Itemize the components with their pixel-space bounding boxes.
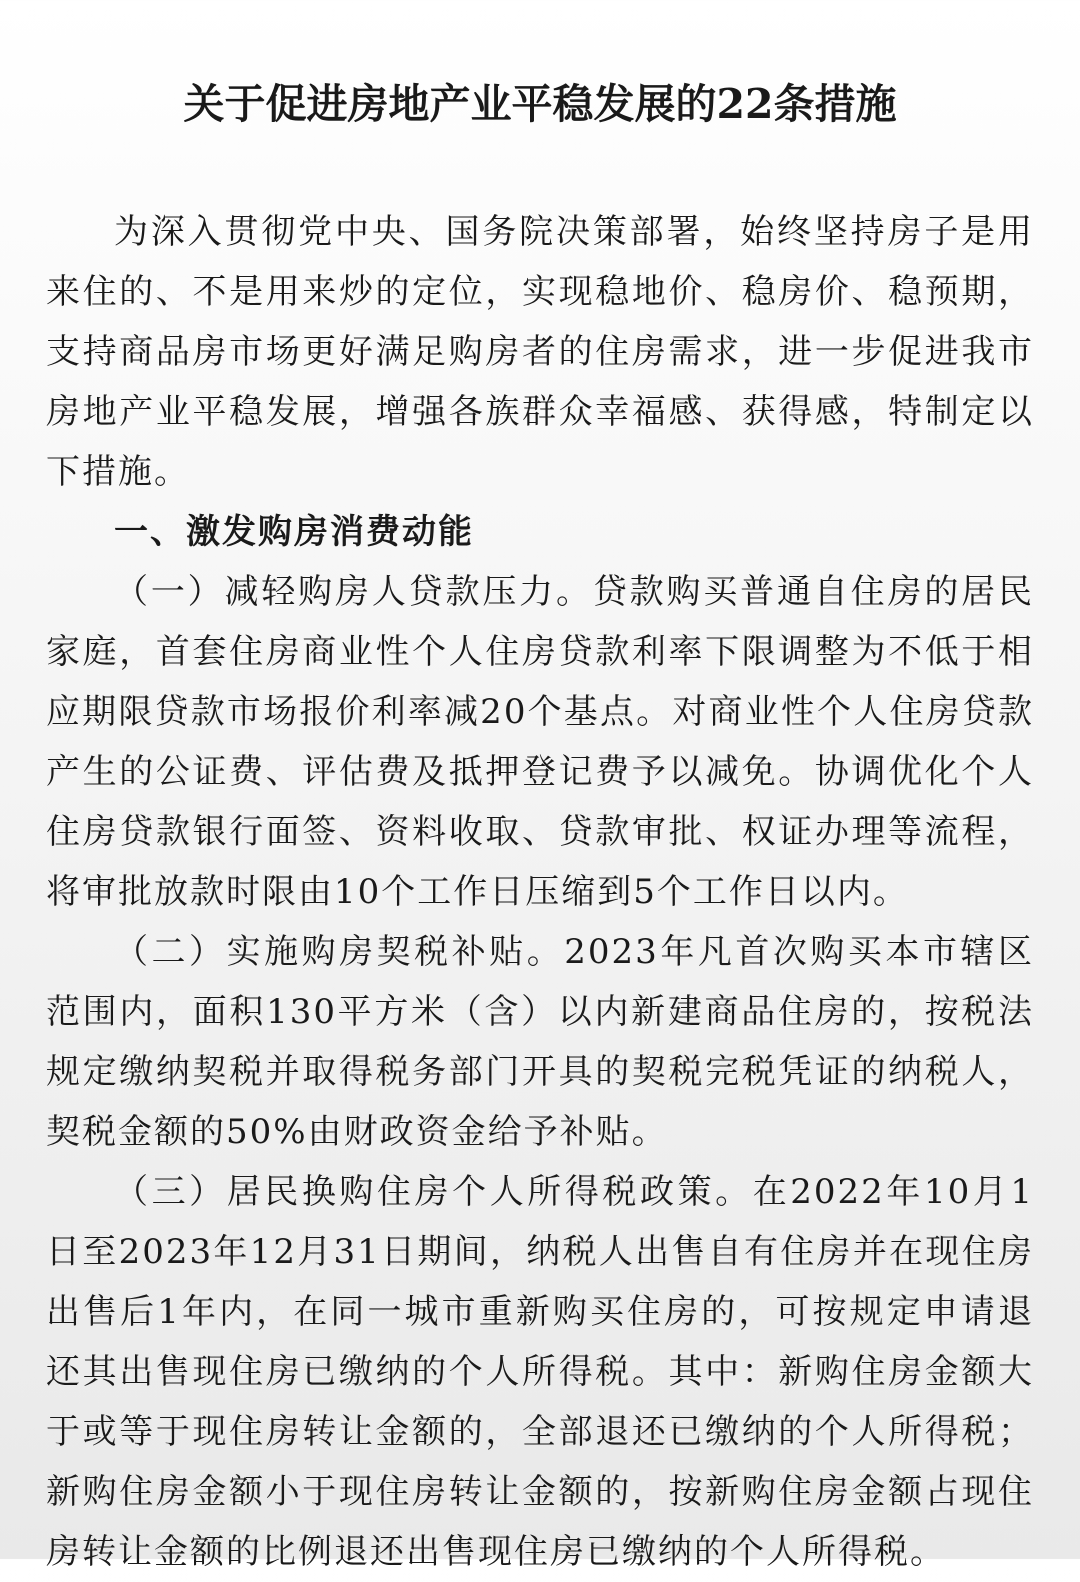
- measure-paragraph-1: [46, 562, 1034, 922]
- measure-lead-1: （一）减轻购房人贷款压力。: [114, 572, 593, 612]
- measure-lead-3: （三）居民换购住房个人所得税政策。: [114, 1172, 753, 1212]
- intro-paragraph: 为深入贯彻党中央、国务院决策部署，始终坚持房子是用来住的、不是用来炒的定位，实现稳地价、稳房价、稳预期，支持商品房市场更好满足购房者的住房需求，进一步促进我市房地产业平稳发展，增强各族群众幸福感、获得感，特制定以下措施。: [46, 212, 1034, 492]
- measure-text-3: 在2022年10月1日至2023年12月31日期间，纳税人出售自有住房并在现住房出售后1年内，在同一城市重新购买住房的，可按规定申请退还其出售现住房已缴纳的个人所得税。其中：新购住房金额大于或等于现住房转让金额的，全部退还已缴纳的个人所得税；新购住房金额小于现住房转让金额的，按新购住房金额占现住房转让金额的比例退还出售现住房已缴纳的个人所得税。: [46, 1172, 1034, 1572]
- document-title: 关于促进房地产业平稳发展的22条措施: [183, 80, 897, 128]
- measure-text-1: 贷款购买普通自住房的居民家庭，首套住房商业性个人住房贷款利率下限调整为不低于相应期限贷款市场报价利率减20个基点。对商业性个人住房贷款产生的公证费、评估费及抵押登记费予以减免。协调优化个人住房贷款银行面签、资料收取、贷款审批、权证办理等流程，将审批放款时限由10个工作日压缩到5个工作日以内。: [46, 572, 1035, 912]
- section-heading: 一、激发购房消费动能: [114, 512, 474, 552]
- document-body: [46, 202, 1034, 1582]
- measure-text-2: 2023年凡首次购买本市辖区范围内，面积130平方米（含）以内新建商品住房的，按税法规定缴纳契税并取得税务部门开具的契税完税凭证的纳税人，契税金额的50%由财政资金给予补贴。: [46, 932, 1035, 1152]
- measure-paragraph-3: [46, 1162, 1034, 1582]
- measure-lead-2: （二）实施购房契税补贴。: [114, 932, 565, 972]
- measure-paragraph-2: [46, 922, 1034, 1162]
